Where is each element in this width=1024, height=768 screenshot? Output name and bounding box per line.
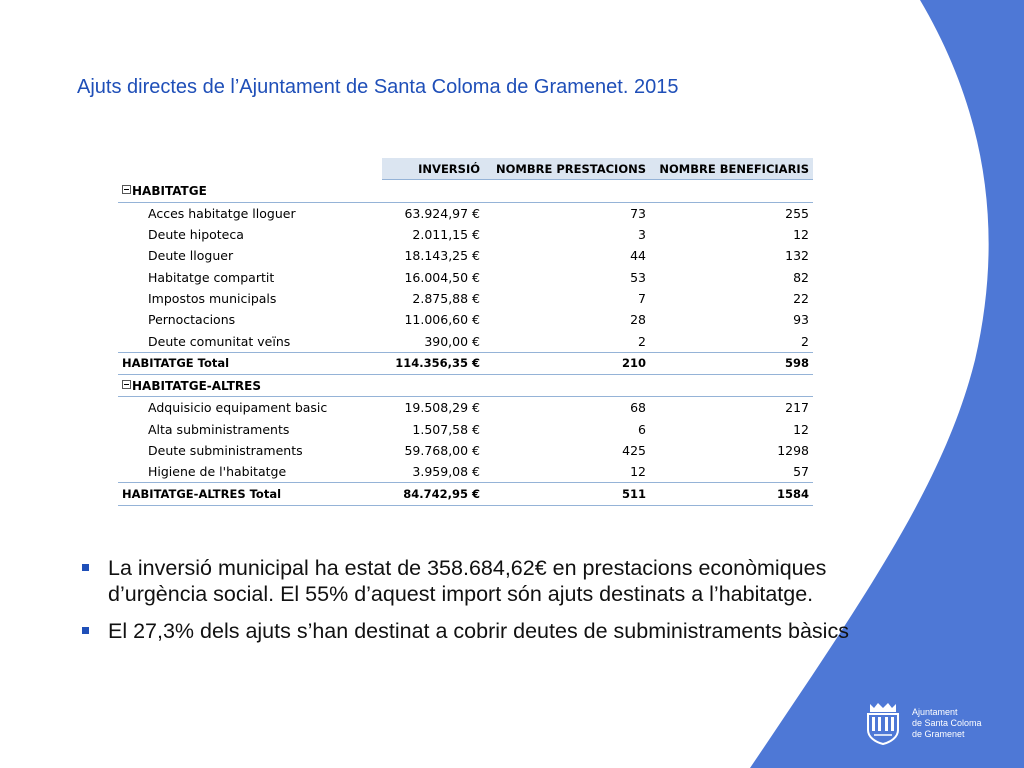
total-label: HABITATGE-ALTRES Total — [118, 483, 382, 505]
cell-beneficiaris: 82 — [793, 269, 809, 285]
cell-beneficiaris: 217 — [785, 400, 809, 416]
column-header-beneficiaris[interactable]: NOMBRE BENEFICIARIS — [650, 158, 813, 180]
logo-line: Ajuntament — [912, 706, 958, 717]
cell-inversio: 11.006,60 € — [404, 312, 480, 328]
row-label: Deute subministraments — [148, 443, 303, 458]
cell-inversio: 16.004,50 € — [404, 269, 480, 285]
slide-title: Ajuts directes de l’Ajuntament de Santa Coloma de Gramenet. 2015 — [77, 76, 679, 98]
total-label: HABITATGE Total — [118, 352, 382, 374]
table-header-row — [118, 158, 813, 180]
table-row — [118, 461, 813, 483]
bullet-item — [80, 618, 860, 644]
row-label: Adquisicio equipament basic — [148, 400, 328, 416]
cell-inversio: 1.507,58 € — [412, 421, 480, 437]
section-label: HABITATGE — [132, 184, 207, 199]
row-label: Acces habitatge lloguer — [148, 205, 296, 221]
row-label: Habitatge compartit — [148, 269, 275, 285]
column-header-prestacions[interactable]: NOMBRE PRESTACIONS — [484, 158, 650, 180]
bullet-text: La inversió municipal ha estat de 358.684,62€ en prestacions econòmiques d’urgència social. El 55% d’aquest import són ajuts destinats a l’habitatge. — [108, 556, 827, 607]
total-inversio: 84.742,95 € — [382, 483, 484, 505]
cell-beneficiaris: 93 — [793, 312, 809, 328]
cell-prestacions: 12 — [630, 464, 646, 480]
cell-prestacions: 28 — [630, 312, 646, 328]
coat-of-arms-icon — [862, 700, 904, 746]
total-prestacions: 511 — [484, 483, 650, 505]
table-row — [118, 266, 813, 287]
row-label: Deute comunitat veïns — [148, 333, 291, 349]
cell-inversio: 63.924,97 € — [404, 205, 480, 221]
cell-prestacions: 6 — [638, 421, 646, 437]
cell-inversio: 390,00 € — [424, 333, 480, 349]
section-row-habitatge-altres — [118, 374, 813, 396]
table-row — [118, 419, 813, 440]
bullet-text: El 27,3% dels ajuts s’han destinat a cobrir deutes de subministraments bàsics — [108, 618, 849, 643]
table-row — [118, 288, 813, 309]
row-label: Deute hipoteca — [148, 227, 244, 243]
table-row — [118, 224, 813, 245]
row-label: Alta subministraments — [148, 421, 290, 437]
cell-inversio: 19.508,29 € — [404, 400, 480, 416]
logo-line: de Santa Coloma — [912, 717, 982, 728]
cell-prestacions: 53 — [630, 269, 646, 285]
bullet-square-icon — [82, 564, 89, 571]
bullet-list — [80, 555, 860, 654]
collapse-icon[interactable] — [122, 380, 131, 389]
ajuntament-logo — [862, 700, 982, 746]
cell-prestacions: 73 — [630, 205, 646, 221]
cell-prestacions: 2 — [638, 333, 646, 349]
section-row-habitatge — [118, 180, 813, 202]
cell-beneficiaris: 22 — [793, 290, 809, 306]
cell-inversio: 18.143,25 € — [404, 248, 480, 264]
table-row — [118, 397, 813, 419]
total-row-habitatge-altres — [118, 483, 813, 505]
cell-inversio: 2.875,88 € — [412, 290, 480, 306]
row-label: Pernoctacions — [148, 312, 236, 328]
cell-beneficiaris: 1298 — [777, 443, 809, 458]
row-label: Higiene de l'habitatge — [148, 464, 287, 480]
cell-prestacions: 44 — [630, 248, 646, 264]
cell-beneficiaris: 255 — [785, 205, 809, 221]
pivot-table — [118, 158, 813, 506]
cell-prestacions: 3 — [638, 227, 646, 243]
table-row — [118, 330, 813, 352]
cell-beneficiaris: 12 — [793, 227, 809, 243]
row-label: Deute lloguer — [148, 248, 234, 264]
total-row-habitatge — [118, 352, 813, 374]
total-inversio: 114.356,35 € — [382, 352, 484, 374]
logo-line: de Gramenet — [912, 728, 965, 739]
table-row — [118, 309, 813, 330]
cell-inversio: 3.959,08 € — [412, 464, 480, 480]
table-row — [118, 245, 813, 266]
cell-prestacions: 425 — [622, 443, 646, 458]
cell-beneficiaris: 132 — [785, 248, 809, 264]
cell-prestacions: 7 — [638, 290, 646, 306]
cell-beneficiaris: 57 — [793, 464, 809, 480]
row-label: Impostos municipals — [148, 290, 277, 306]
collapse-icon[interactable] — [122, 185, 131, 194]
table-row — [118, 440, 813, 461]
total-beneficiaris: 598 — [650, 352, 813, 374]
cell-beneficiaris: 12 — [793, 421, 809, 437]
aid-table — [118, 158, 813, 506]
logo-text — [912, 707, 982, 740]
cell-beneficiaris: 2 — [801, 333, 809, 349]
table-row — [118, 202, 813, 224]
cell-prestacions: 68 — [630, 400, 646, 416]
section-label: HABITATGE-ALTRES — [132, 379, 261, 394]
bullet-item — [80, 555, 860, 608]
bullet-square-icon — [82, 627, 89, 634]
cell-inversio: 2.011,15 € — [412, 227, 480, 243]
column-header-inversio[interactable]: INVERSIÓ — [382, 158, 484, 180]
total-beneficiaris: 1584 — [650, 483, 813, 505]
cell-inversio: 59.768,00 € — [404, 443, 480, 458]
total-prestacions: 210 — [484, 352, 650, 374]
